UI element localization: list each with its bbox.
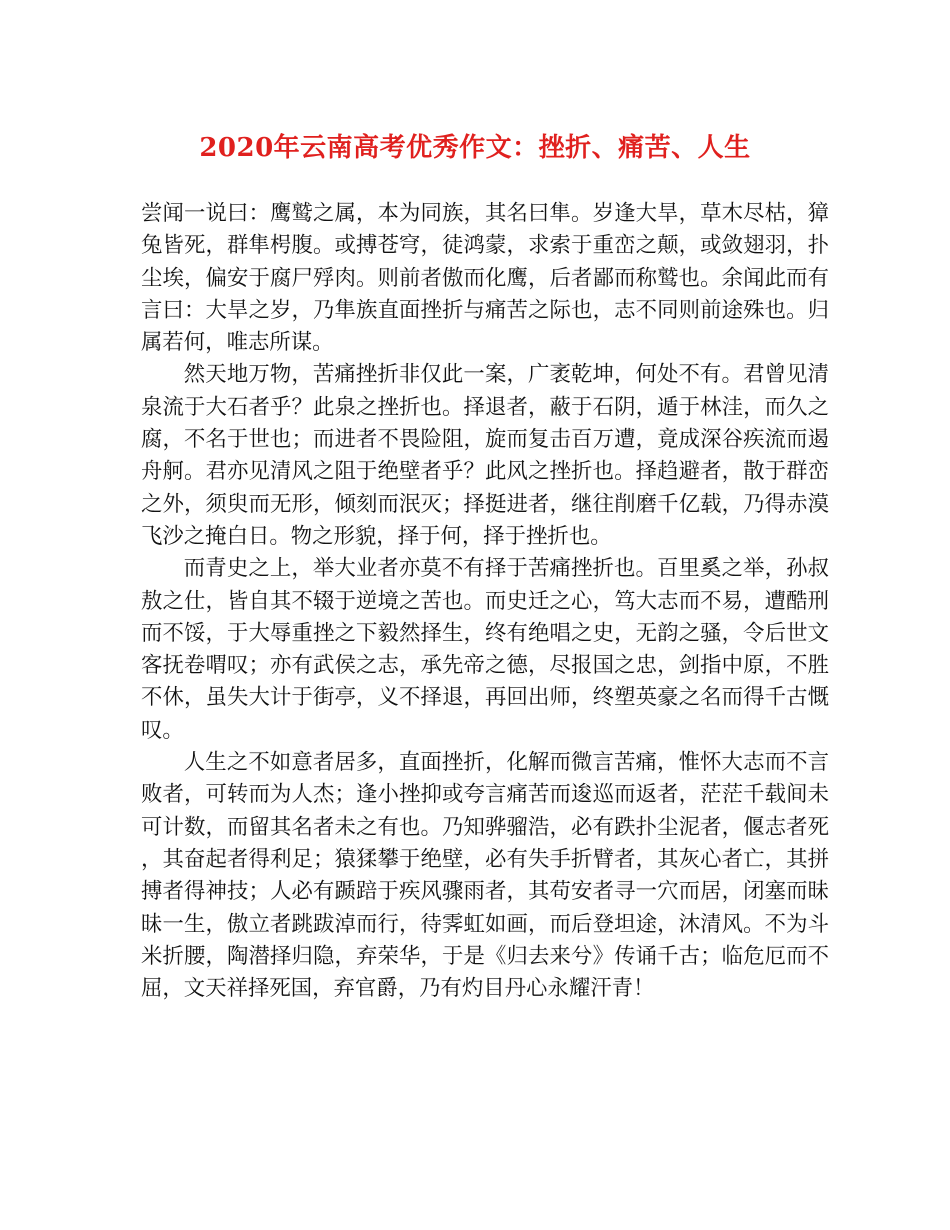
paragraph-4: 人生之不如意者居多，直面挫折，化解而微言苦痛，惟怀大志而不言败者，可转而为人杰；逢小挫抑或夸言痛苦而逡巡而返者，茫茫千载间未可计数，而留其名者未之有也。乃知骅骝浩，必有跌扑尘泥者，偃志者死，其奋起者得利足；猿猱攀于绝壁，必有失手折臂者，其灰心者亡，其拼搏者得神技；人必有踬踣于疾风骤雨者，其苟安者寻一穴而居，闭塞而昧昧一生，傲立者跳跋淖而行，待霁虹如画，而后登坦途，沐清风。不为斗米折腰，陶潜择归隐，弃荣华，于是《归去来兮》传诵千古；临危厄而不屈，文天祥择死国，弃官爵，乃有灼目丹心永耀汗青！ xyxy=(141,750,829,1002)
paragraph-2: 然天地万物，苦痛挫折非仅此一案，广袤乾坤，何处不有。君曾见清泉流于大石者乎？此泉之挫折也。择退者，蔽于石阴，遁于林洼，而久之腐，不名于世也；而进者不畏险阻，旋而复击百万遭，竟成深谷疾流而遏舟舸。君亦见清风之阻于绝壁者乎？此风之挫折也。择趋避者，散于群峦之外，须臾而无形，倾刻而泯灭；择挺进者，继往削磨千亿载，乃得赤漠飞沙之掩白日。物之形貌，择于何，择于挫折也。 xyxy=(141,362,829,549)
document-title: 2020年云南高考优秀作文：挫折、痛苦、人生 xyxy=(199,133,751,163)
paragraph-1: 尝闻一说曰：鹰鹫之属，本为同族，其名曰隼。岁逢大旱，草木尽枯，獐兔皆死，群隼枵腹。或搏苍穹，徒鸿蒙，求索于重峦之颠，或敛翅羽，扑尘埃，偏安于腐尸殍肉。则前者傲而化鹰，后者鄙而称鹫也。余闻此而有言曰：大旱之岁，乃隼族直面挫折与痛苦之际也，志不同则前途殊也。归属若何，唯志所谋。 xyxy=(141,201,829,356)
document-body xyxy=(141,198,829,1005)
paragraph-3: 而青史之上，举大业者亦莫不有择于苦痛挫折也。百里奚之举，孙叔敖之仕，皆自其不辍于逆境之苦也。而史迁之心，笃大志而不易，遭酷刑而不馁，于大辱重挫之下毅然择生，终有绝唱之史，无韵之骚，令后世文客抚卷喟叹；亦有武侯之志，承先帝之德，尽报国之忠，剑指中原，不胜不休，虽失大计于街亭，义不择退，再回出师，终塑英豪之名而得千古慨叹。 xyxy=(141,556,829,743)
